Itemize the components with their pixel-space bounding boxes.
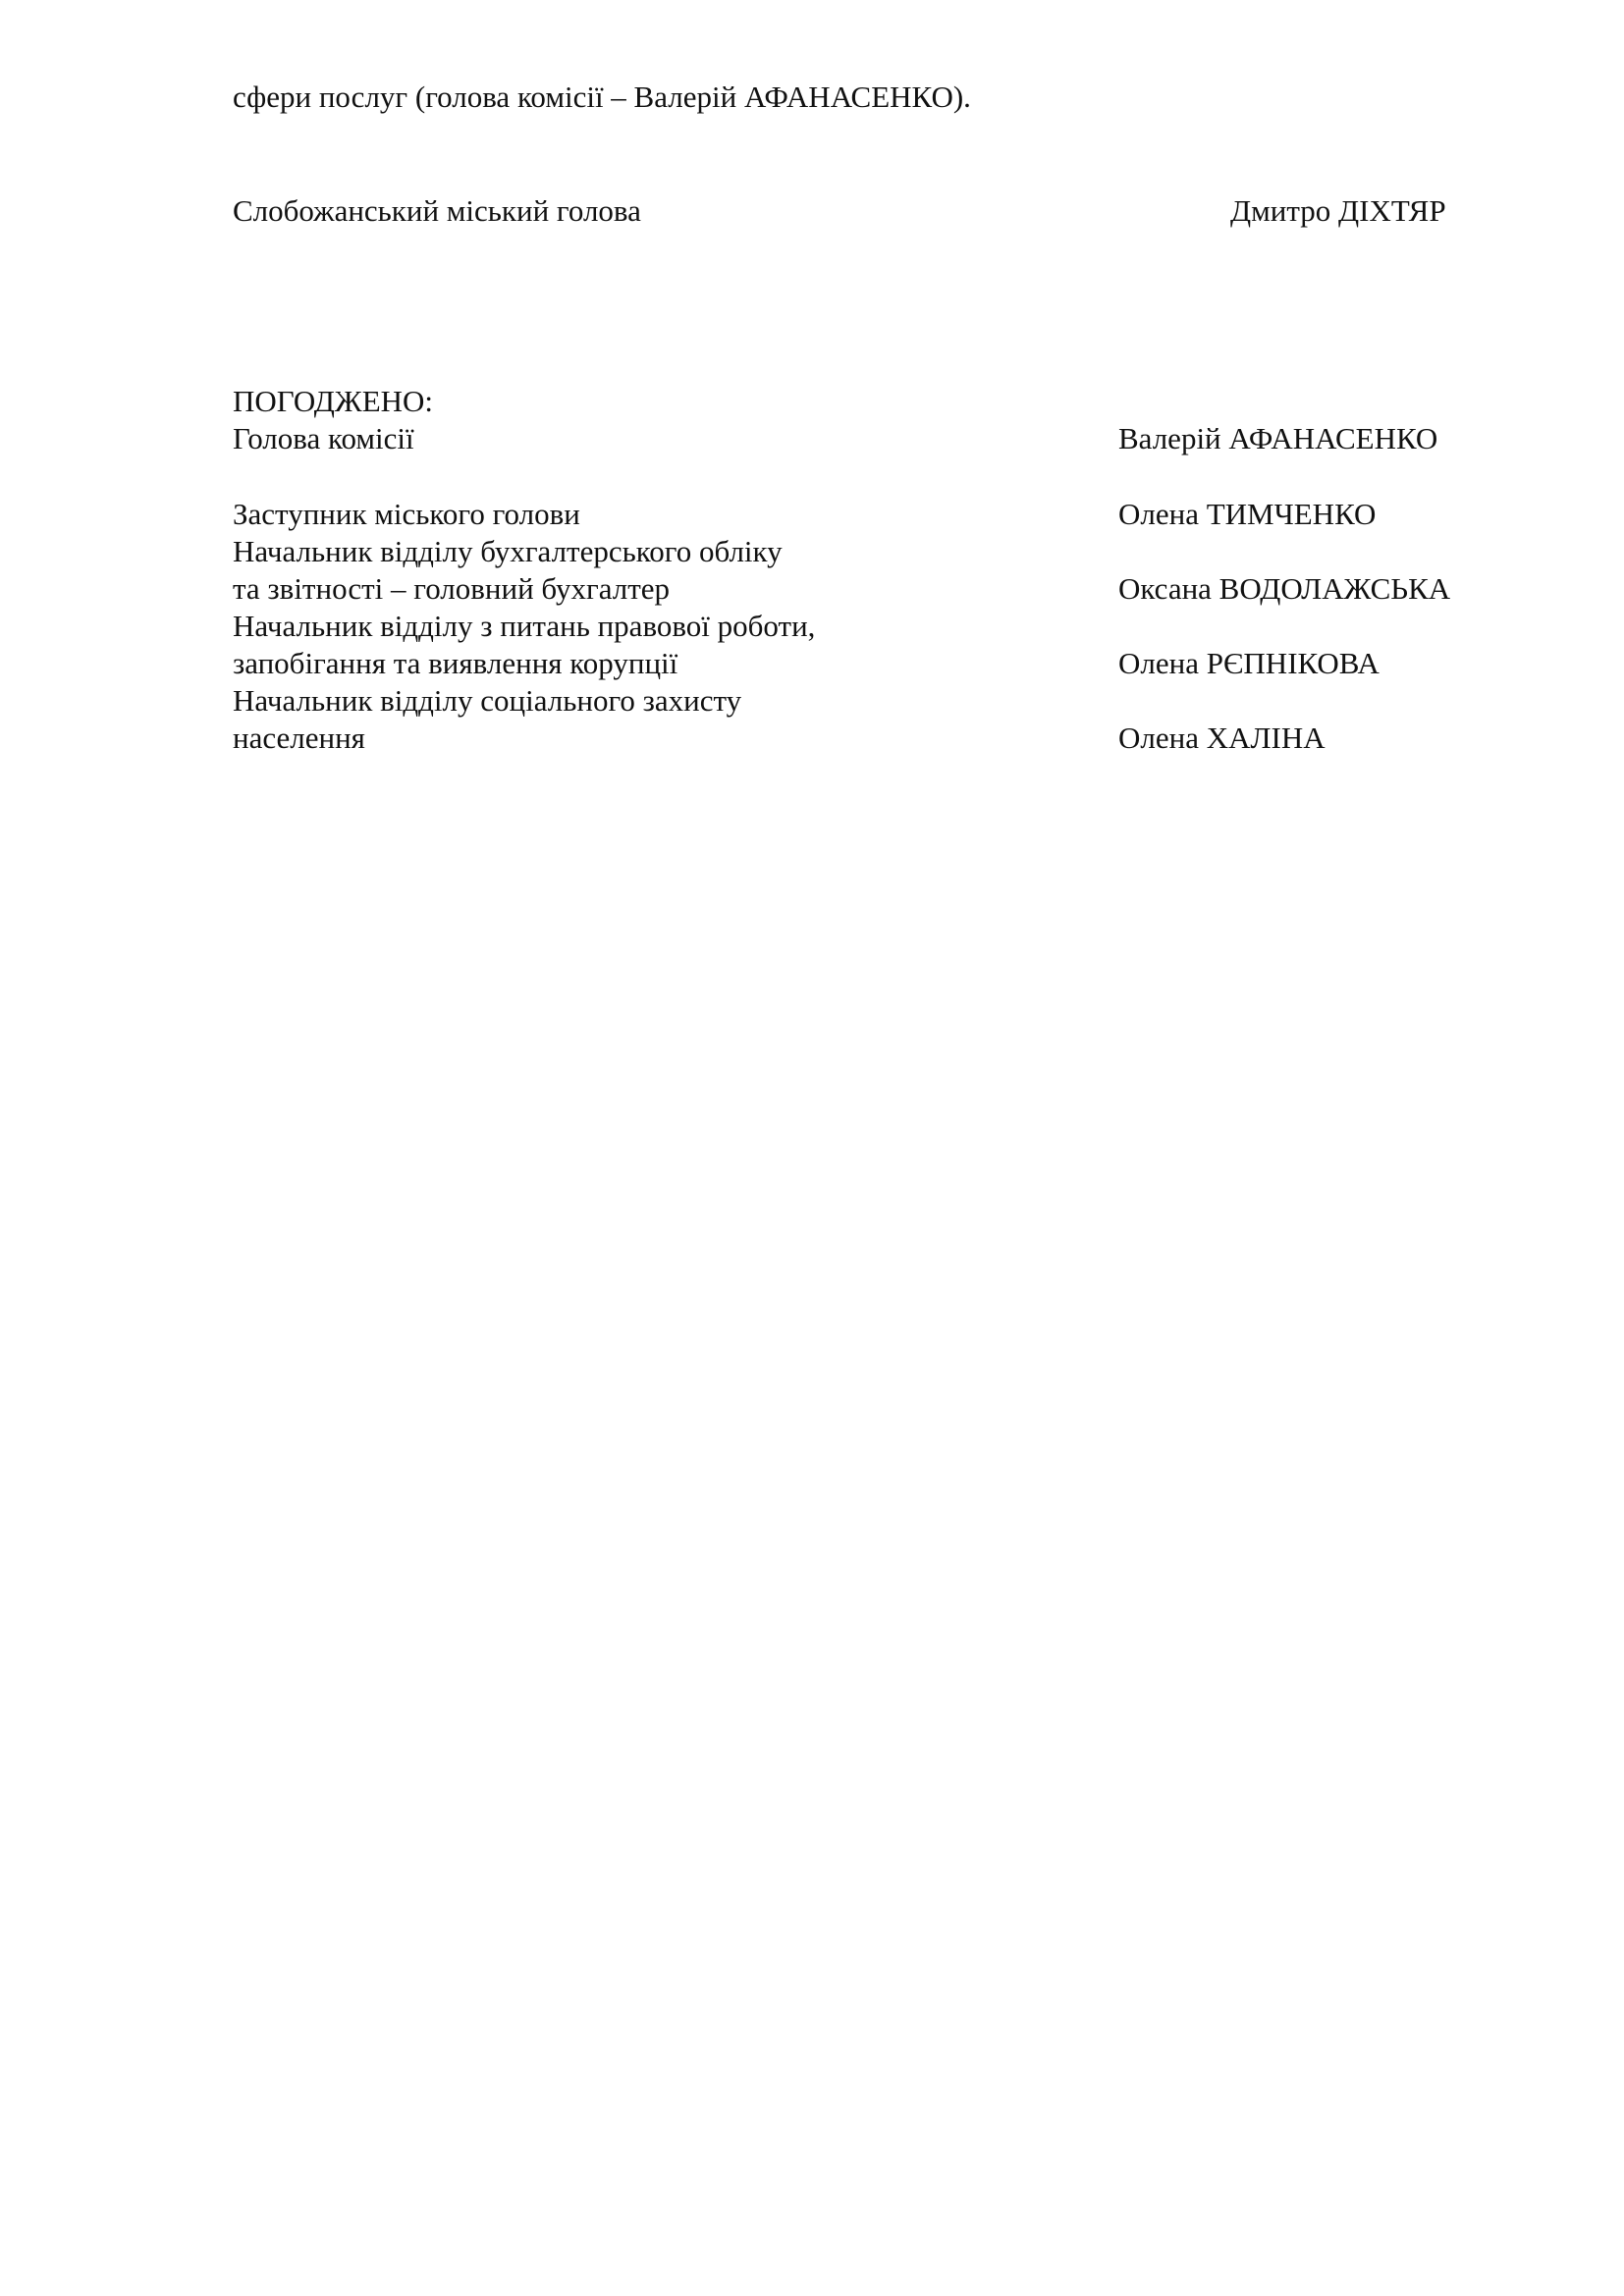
approval-entry-line xyxy=(0,533,1624,570)
approval-entry xyxy=(0,720,1624,757)
approval-position: Начальник відділу з питань правової роботи, xyxy=(233,609,816,643)
approval-entry xyxy=(0,645,1624,682)
approval-position: населення xyxy=(233,721,365,755)
approval-position: запобігання та виявлення корупції xyxy=(233,646,678,680)
approval-name: Олена ТИМЧЕНКО xyxy=(1118,497,1377,531)
approval-entry xyxy=(0,570,1624,608)
signature-title: Слобожанський міський голова xyxy=(233,193,641,228)
approval-heading: ПОГОДЖЕНО: xyxy=(233,384,434,418)
approval-position: Начальник відділу бухгалтерського обліку xyxy=(233,534,783,568)
approval-entry xyxy=(0,496,1624,533)
signature-name: Дмитро ДІХТЯР xyxy=(1230,193,1446,228)
approval-name: Олена ХАЛІНА xyxy=(1118,721,1326,755)
approval-position: та звітності – головний бухгалтер xyxy=(233,571,671,606)
intro-line: сфери послуг (голова комісії – Валерій АФАНАСЕНКО). xyxy=(233,80,971,114)
approval-entry xyxy=(0,420,1624,457)
approval-position: Заступник міського голови xyxy=(233,497,580,531)
approval-name: Валерій АФАНАСЕНКО xyxy=(1118,421,1438,455)
approval-entry-line xyxy=(0,608,1624,645)
approval-name: Оксана ВОДОЛАЖСЬКА xyxy=(1118,571,1451,606)
approval-position: Начальник відділу соціального захисту xyxy=(233,683,742,718)
approval-position: Голова комісії xyxy=(233,421,414,455)
approval-entry-line xyxy=(0,682,1624,720)
signature-row xyxy=(0,192,1624,230)
approval-name: Олена РЄПНІКОВА xyxy=(1118,646,1380,680)
